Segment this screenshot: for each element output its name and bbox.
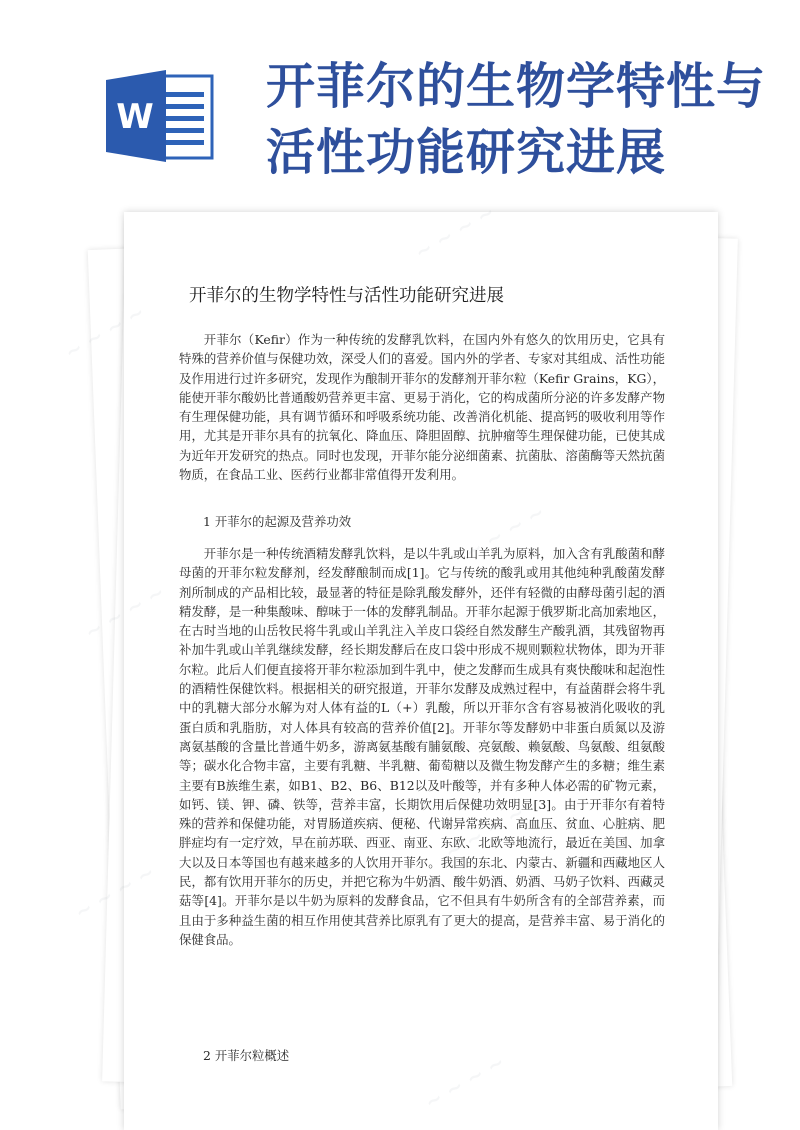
paragraph-intro: 开菲尔（Kefir）作为一种传统的发酵乳饮料，在国内外有悠久的饮用历史，它具有特殊的营养价值与保健功效，深受人们的喜爱。国内外的学者、专家对其组成、活性功能及作用进行过许多研究，发现作为酿制开菲尔的发酵剂开菲尔粒（Kefir Grains，KG），能使开菲尔酸奶比普通酸奶营养更丰富、更易于消化，它的构成菌所分泌的许多发酵产物有生理保健功能，具有调节循环和呼吸系统功能、改善消化机能、提高钙的吸收利用等作用，尤其是开菲尔具有的抗氧化、降血压、降胆固醇、抗肿瘤等生理保健功能，已使其成为近年开发研究的热点。同时也发现，开菲尔能分泌细菌素、抗菌肽、溶菌酶等天然抗菌物质，在食品工业、医药行业都非常值得开发利用。 xyxy=(179,332,665,483)
section-heading-1: 1 开菲尔的起源及营养功效 xyxy=(203,514,352,529)
document-title: 开菲尔的生物学特性与活性功能研究进展 xyxy=(189,286,504,306)
page-title: 开菲尔的生物学特性与活性功能研究进展 xyxy=(266,58,767,181)
svg-text:~ ~ ~ ~: ~ ~ xyxy=(70,883,118,925)
document-page xyxy=(124,212,718,1130)
section-heading-2: 2 开菲尔粒概述 xyxy=(203,1048,290,1063)
svg-text:~ ~ ~ ~: ~ xyxy=(80,615,108,645)
svg-text:~ ~ ~ ~: ~ xyxy=(60,335,88,365)
header xyxy=(0,0,800,200)
word-icon-letter: W xyxy=(116,97,154,137)
word-document-icon xyxy=(104,70,216,162)
paragraph-origin: 开菲尔是一种传统酒精发酵乳饮料，是以牛乳或山羊乳为原料，加入含有乳酸菌和酵母菌的开菲尔粒发酵剂，经发酵酿制而成[1]。它与传统的酸乳或用其他纯种乳酸菌发酵剂所制成的产品相比较，最显著的特征是除乳酸发酵外，还伴有轻微的由酵母菌引起的酒精发酵，是一种集酸味、醇味于一体的发酵乳制品。开菲尔起源于俄罗斯北高加索地区，在古时当地的山岳牧民将牛乳或山羊乳注入羊皮口袋经自然发酵生产酸乳酒，其残留物再补加牛乳或山羊乳继续发酵，经长期发酵后在皮口袋中形成不规则颗粒状物体，即为开菲尔粒。此后人们便直接将开菲尔粒添加到牛乳中，使之发酵而生成具有爽快酸味和起泡性的酒精性保健饮料。根据相关的研究报道，开菲尔发酵及成熟过程中，有益菌群会将牛乳中的乳糖大部分水解为对人体有益的L（+）乳酸，所以开菲尔含有容易被消化吸收的乳蛋白质和乳脂肪，对人体具有较高的营养价值[2]。开菲尔等发酵奶中非蛋白质氮以及游离氨基酸的含量比普通牛奶多，游离氨基酸有脯氨酸、亮氨酸、赖氨酸、鸟氨酸、组氨酸等；碳水化合物丰富，主要有乳糖、半乳糖、葡萄糖以及微生物发酵产生的多糖；维生素主要有B族维生素，如B1、B2、B6、B12以及叶酸等，并有多种人体必需的矿物元素，如钙、镁、钾、磷、铁等，营养丰富，长期饮用后保健功效明显[3]。由于开菲尔有着特殊的营养和保健功能，对胃肠道疾病、便秘、代谢异常疾病、高血压、贫血、心脏病、肥胖症均有一定疗效，早在前苏联、西亚、南亚、东欧、北欧等地流行，最近在美国、加拿大以及日本等国也有越来越多的人饮用开菲尔。我国的东北、内蒙古、新疆和西藏地区人民，都有饮用开菲尔的历史，并把它称为牛奶酒、酸牛奶酒、奶酒、马奶子饮料、西藏灵菇等[4]。开菲尔是以牛奶为原料的发酵食品，它不但具有牛奶所含有的全部营养素，而且由于多种益生菌的相互作用使其营养比原乳有了更大的提高，是营养丰富、易于消化的保健食品。 xyxy=(179,546,665,947)
